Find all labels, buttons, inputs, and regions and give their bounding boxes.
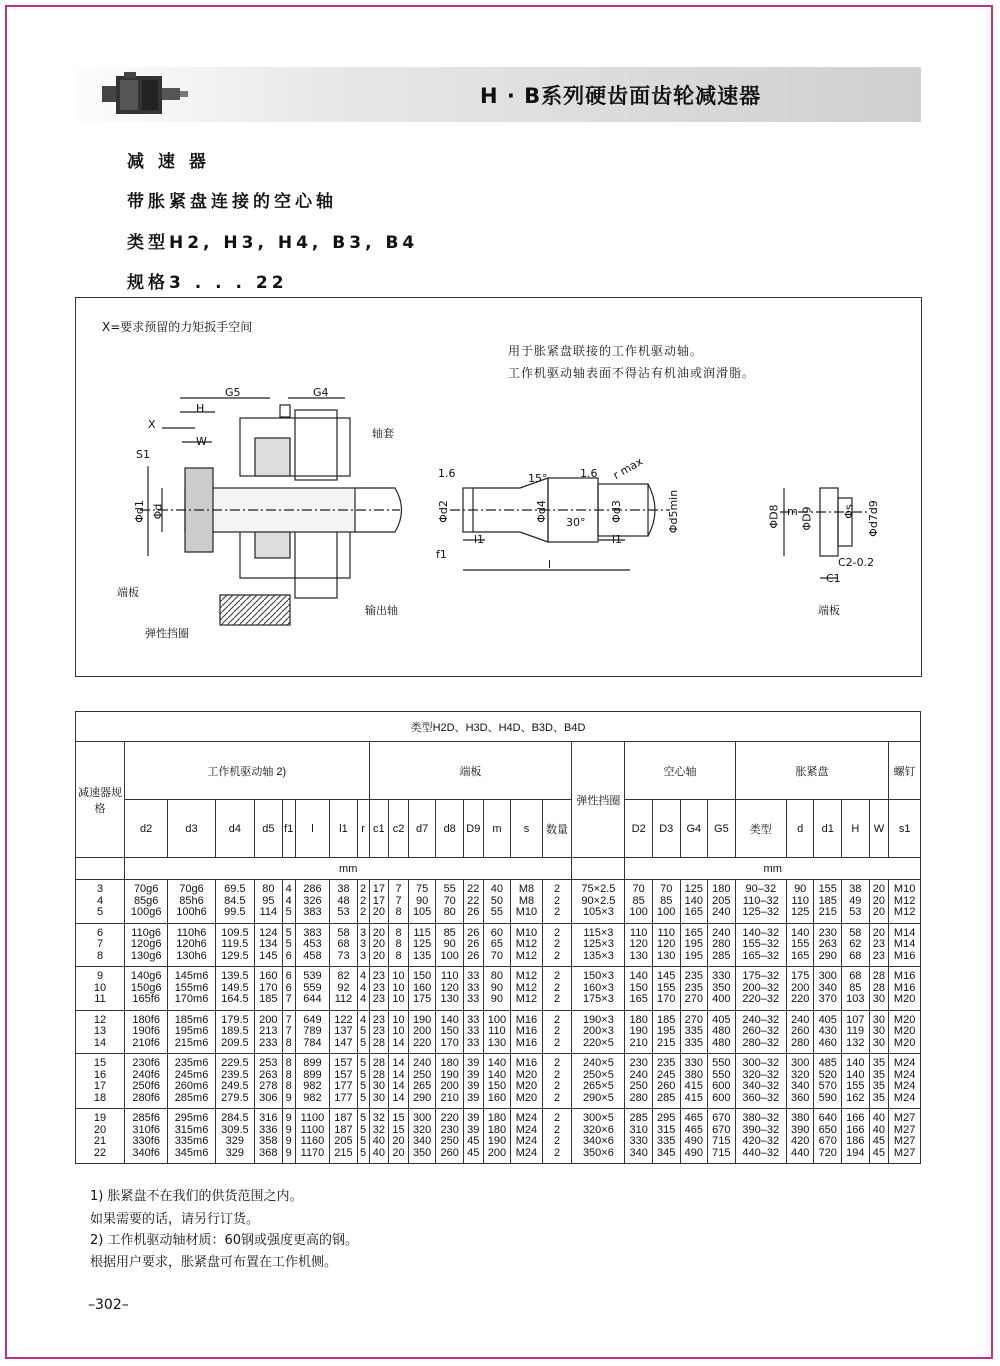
col-r: r	[357, 800, 369, 858]
cell-d1: 485 520 570 590	[814, 1054, 842, 1109]
label-c2: C2-0.2	[838, 556, 875, 569]
cell-d8: 180 190 200 210	[436, 1054, 464, 1109]
label-phi-d: Φd	[151, 503, 165, 520]
cell-d1: 640 650 670 720	[814, 1109, 842, 1164]
cell-f1: 4 4 5	[282, 880, 295, 924]
cell-g4: 270 335 335	[680, 1010, 708, 1054]
cell-d9: 39 39 45 45	[463, 1109, 483, 1164]
cell-s: M16 M20 M20 M20	[511, 1054, 543, 1109]
cell-d8: 85 90 100	[436, 923, 464, 967]
cell-l1: 187 187 205 215	[330, 1109, 358, 1164]
cell-g4: 125 140 165	[680, 880, 708, 924]
label-phi-d8: ΦD8	[767, 504, 781, 529]
cell-d7: 150 160 175	[408, 967, 436, 1011]
col-c1: c1	[369, 800, 389, 858]
cell-g5: 405 480 480	[708, 1010, 736, 1054]
cell-类型: 175–32 200–32 220–32	[735, 967, 786, 1011]
cell-ring: 190×3 200×3 220×5	[572, 1010, 625, 1054]
cell-w: 30 30 30	[869, 1010, 889, 1054]
col-g5: G5	[708, 800, 736, 858]
col-g4: G4	[680, 800, 708, 858]
cell-s1: M14 M14 M16	[889, 923, 921, 967]
heading-4: 规格3 . . . 22	[127, 273, 288, 293]
cell-d: 240 260 280	[786, 1010, 814, 1054]
cell-l1: 122 137 147	[330, 1010, 358, 1054]
cell-d9: 33 33 33	[463, 967, 483, 1011]
cell-l1: 82 92 112	[330, 967, 358, 1011]
cell-d7: 300 320 340 350	[408, 1109, 436, 1164]
row-size: 15 16 17 18	[76, 1054, 125, 1109]
cell-w: 20 23 23	[869, 923, 889, 967]
heading-1: 减 速 器	[127, 152, 210, 172]
col-类型: 类型	[735, 800, 786, 858]
cell-l: 1100 1100 1160 1170	[295, 1109, 329, 1164]
cell-w: 35 35 35 35	[869, 1054, 889, 1109]
cell-d3: 235 245 260 285	[652, 1054, 680, 1109]
cell-d2: 110 120 130	[625, 923, 653, 967]
cell-ring: 300×5 320×6 340×6 350×6	[572, 1109, 625, 1164]
col-d3: d3	[168, 800, 215, 858]
cell-g5: 670 670 715 715	[708, 1109, 736, 1164]
col-d2: d2	[125, 800, 168, 858]
cell-ring: 115×3 125×3 135×3	[572, 923, 625, 967]
cell-d5: 200 213 233	[255, 1010, 283, 1054]
cell-d1: 230 263 290	[814, 923, 842, 967]
cell-d4: 139.5 149.5 164.5	[215, 967, 254, 1011]
cell-s: M10 M12 M12	[511, 923, 543, 967]
cell-r: 2 2 2	[357, 880, 369, 924]
page-title: H · B系列硬齿面齿轮减速器	[480, 84, 762, 108]
cell-s: M16 M16 M16	[511, 1010, 543, 1054]
label-x: X	[148, 418, 156, 431]
col-w: W	[869, 800, 889, 858]
cell-d: 175 200 220	[786, 967, 814, 1011]
col-l1: l1	[330, 800, 358, 858]
footnote-1: 1) 胀紧盘不在我们的供货范围之内。	[90, 1189, 303, 1204]
label-g5: G5	[225, 386, 241, 399]
label-30deg: 30°	[566, 516, 586, 529]
table-row	[76, 967, 921, 1011]
cell-d5: 316 336 358 368	[255, 1109, 283, 1164]
col-m: m	[483, 800, 511, 858]
cell-d2: 180 190 210	[625, 1010, 653, 1054]
cell-d4: 109.5 119.5 129.5	[215, 923, 254, 967]
cell-g5: 180 205 240	[708, 880, 736, 924]
label-m: m	[787, 505, 798, 518]
cell-d2: 110g6 120g6 130g6	[125, 923, 168, 967]
label-l: l	[548, 558, 552, 571]
cell-数量: 2 2 2 2	[542, 1054, 572, 1109]
cell-d1: 405 430 460	[814, 1010, 842, 1054]
label-g4: G4	[313, 386, 329, 399]
cell-h: 68 85 103	[842, 967, 870, 1011]
footnote-2b: 根据用户要求，胀紧盘可布置在工作机侧。	[90, 1255, 338, 1270]
group-end-plate: 端板	[369, 742, 572, 800]
footnote-2: 2) 工作机驱动轴材质：60钢或强度更高的钢。	[90, 1233, 359, 1248]
cell-d: 300 320 340 360	[786, 1054, 814, 1109]
cell-r: 5 5 5 5	[357, 1054, 369, 1109]
cell-g5: 240 280 285	[708, 923, 736, 967]
cell-h: 166 166 186 194	[842, 1109, 870, 1164]
cell-c1: 23 23 28	[369, 1010, 389, 1054]
col-d9: D9	[463, 800, 483, 858]
cell-d9: 22 22 26	[463, 880, 483, 924]
cell-d7: 240 250 265 290	[408, 1054, 436, 1109]
cell-d: 380 390 420 440	[786, 1109, 814, 1164]
col-f1: f1	[282, 800, 295, 858]
cell-d7: 190 200 220	[408, 1010, 436, 1054]
cell-d3: 70g6 85h6 100h6	[168, 880, 215, 924]
note-shaft-1: 用于胀紧盘联接的工作机驱动轴。	[508, 344, 704, 358]
group-hollow: 空心轴	[625, 742, 735, 800]
cell-ring: 150×3 160×3 175×3	[572, 967, 625, 1011]
label-rmax: r max	[610, 454, 646, 483]
cell-r: 4 4 4	[357, 967, 369, 1011]
col-c2: c2	[389, 800, 409, 858]
row-size: 12 13 14	[76, 1010, 125, 1054]
unit-mm-1: mm	[125, 858, 572, 880]
cell-类型: 90–32 110–32 125–32	[735, 880, 786, 924]
cell-d8: 55 70 80	[436, 880, 464, 924]
cell-s1: M27 M27 M27 M27	[889, 1109, 921, 1164]
cell-d4: 69.5 84.5 99.5	[215, 880, 254, 924]
col-l: l	[295, 800, 329, 858]
cell-h: 140 140 155 162	[842, 1054, 870, 1109]
table-row	[76, 1109, 921, 1164]
cell-d2: 285f6 310f6 330f6 340f6	[125, 1109, 168, 1164]
col-d8: d8	[436, 800, 464, 858]
cell-d2: 70 85 100	[625, 880, 653, 924]
cell-f1: 8 8 8 9	[282, 1054, 295, 1109]
group-drive-shaft: 工作机驱动轴 2)	[125, 742, 370, 800]
cell-d2: 230f6 240f6 250f6 280f6	[125, 1054, 168, 1109]
cell-s1: M16 M16 M20	[889, 967, 921, 1011]
cell-d9: 39 39 39 39	[463, 1054, 483, 1109]
cell-s1: M10 M12 M12	[889, 880, 921, 924]
cell-d2: 180f6 190f6 210f6	[125, 1010, 168, 1054]
label-c1: C1	[826, 572, 841, 585]
cell-d9: 26 26 26	[463, 923, 483, 967]
cell-c2: 10 10 10	[389, 967, 409, 1011]
label-w: W	[196, 435, 207, 448]
label-h: H	[196, 402, 205, 415]
col-h: H	[842, 800, 870, 858]
footnote-1b: 如果需要的话，请另行订货。	[90, 1212, 260, 1227]
cell-l: 383 453 458	[295, 923, 329, 967]
cell-d3: 110 120 130	[652, 923, 680, 967]
cell-g5: 550 550 600 600	[708, 1054, 736, 1109]
group-ring: 弹性挡圈	[572, 742, 625, 858]
cell-数量: 2 2 2	[542, 967, 572, 1011]
label-l1-b: l1	[612, 533, 623, 546]
row-size: 19 20 21 22	[76, 1109, 125, 1164]
cell-d5: 124 134 145	[255, 923, 283, 967]
col-d3: D3	[652, 800, 680, 858]
cell-l1: 58 68 73	[330, 923, 358, 967]
cell-g4: 330 380 415 415	[680, 1054, 708, 1109]
cell-m: 40 50 55	[483, 880, 511, 924]
label-r16-b: 1.6	[580, 467, 598, 480]
heading-2: 带胀紧盘连接的空心轴	[127, 192, 337, 212]
cell-d8: 220 230 250 260	[436, 1109, 464, 1164]
cell-d3: 185 195 215	[652, 1010, 680, 1054]
label-sleeve: 轴套	[372, 427, 394, 440]
col-d2: D2	[625, 800, 653, 858]
cell-g5: 330 350 400	[708, 967, 736, 1011]
cell-s: M24 M24 M24 M24	[511, 1109, 543, 1164]
cell-m: 100 110 130	[483, 1010, 511, 1054]
label-phi-d7: Φd7d9	[866, 500, 880, 537]
cell-c2: 14 14 14 14	[389, 1054, 409, 1109]
cell-s: M12 M12 M12	[511, 967, 543, 1011]
group-screw: 螺钉	[889, 742, 921, 800]
cell-d4: 284.5 309.5 329 329	[215, 1109, 254, 1164]
label-f1: f1	[436, 548, 447, 561]
cell-f1: 5 5 6	[282, 923, 295, 967]
label-s1: S1	[136, 448, 150, 461]
row-size: 6 7 8	[76, 923, 125, 967]
cell-g4: 465 465 490 490	[680, 1109, 708, 1164]
cell-m: 140 140 150 160	[483, 1054, 511, 1109]
cell-s: M8 M8 M10	[511, 880, 543, 924]
table-row	[76, 1010, 921, 1054]
row-size: 9 10 11	[76, 967, 125, 1011]
cell-l: 286 326 383	[295, 880, 329, 924]
cell-c1: 17 17 20	[369, 880, 389, 924]
cell-数量: 2 2 2	[542, 923, 572, 967]
cell-l1: 157 157 177 177	[330, 1054, 358, 1109]
cell-d5: 160 170 185	[255, 967, 283, 1011]
cell-r: 3 3 3	[357, 923, 369, 967]
cell-ring: 240×5 250×5 265×5 290×5	[572, 1054, 625, 1109]
cell-d3: 185m6 195m6 215m6	[168, 1010, 215, 1054]
cell-d5: 80 95 114	[255, 880, 283, 924]
cell-d7: 115 125 135	[408, 923, 436, 967]
cell-w: 20 20 20	[869, 880, 889, 924]
cell-d4: 179.5 189.5 209.5	[215, 1010, 254, 1054]
label-15deg: 15°	[528, 472, 548, 485]
note-shaft-2: 工作机驱动轴表面不得沾有机油或润滑脂。	[508, 366, 756, 380]
cell-r: 4 5 5	[357, 1010, 369, 1054]
cell-d9: 33 33 33	[463, 1010, 483, 1054]
cell-d3: 145m6 155m6 170m6	[168, 967, 215, 1011]
cell-c1: 28 28 30 30	[369, 1054, 389, 1109]
label-phi-s: Φs	[842, 504, 856, 519]
label-phi-d4: Φd4	[534, 500, 548, 523]
cell-g4: 235 235 270	[680, 967, 708, 1011]
cell-d3: 145 155 170	[652, 967, 680, 1011]
cell-l1: 38 48 53	[330, 880, 358, 924]
cell-w: 28 28 30	[869, 967, 889, 1011]
cell-w: 40 40 45 45	[869, 1109, 889, 1164]
row-size: 3 4 5	[76, 880, 125, 924]
cell-d1: 300 340 370	[814, 967, 842, 1011]
cell-数量: 2 2 2	[542, 880, 572, 924]
table-row	[76, 880, 921, 924]
cell-d3: 235m6 245m6 260m6 285m6	[168, 1054, 215, 1109]
cell-d2: 70g6 85g6 100g6	[125, 880, 168, 924]
cell-c2: 10 10 14	[389, 1010, 409, 1054]
cell-数量: 2 2 2 2	[542, 1109, 572, 1164]
heading-3: 类型H2, H3, H4, B3, B4	[127, 233, 419, 253]
table-title: 类型H2D、H3D、H4D、B3D、B4D	[76, 712, 921, 742]
label-phi-d1: Φd1	[132, 500, 146, 523]
cell-c2: 7 7 8	[389, 880, 409, 924]
cell-类型: 380–32 390–32 420–32 440–32	[735, 1109, 786, 1164]
cell-c1: 23 23 23	[369, 967, 389, 1011]
cell-d1: 155 185 215	[814, 880, 842, 924]
cell-d2: 230 240 250 280	[625, 1054, 653, 1109]
cell-d3: 110h6 120h6 130h6	[168, 923, 215, 967]
col-d5: d5	[255, 800, 283, 858]
cell-d2: 140g6 150g6 165f6	[125, 967, 168, 1011]
col-s1: s1	[889, 800, 921, 858]
label-phi-d5: Φd5min	[667, 489, 681, 534]
cell-s1: M20 M20 M20	[889, 1010, 921, 1054]
cell-l: 649 789 784	[295, 1010, 329, 1054]
group-disc: 胀紧盘	[735, 742, 889, 800]
cell-d3: 295 315 335 345	[652, 1109, 680, 1164]
cell-d: 140 155 165	[786, 923, 814, 967]
table-row	[76, 923, 921, 967]
col-d4: d4	[215, 800, 254, 858]
unit-mm-2: mm	[625, 858, 921, 880]
cell-d8: 140 150 170	[436, 1010, 464, 1054]
cell-l: 899 899 982 982	[295, 1054, 329, 1109]
cell-类型: 140–32 155–32 165–32	[735, 923, 786, 967]
label-l1-a: l1	[474, 533, 485, 546]
cell-h: 58 62 68	[842, 923, 870, 967]
cell-ring: 75×2.5 90×2.5 105×3	[572, 880, 625, 924]
col-s: s	[511, 800, 543, 858]
col-size: 减速器规格	[76, 742, 125, 858]
cell-c2: 15 15 20 20	[389, 1109, 409, 1164]
cell-d8: 110 120 130	[436, 967, 464, 1011]
spec-table	[75, 711, 921, 1164]
cell-d3: 295m6 315m6 335m6 345m6	[168, 1109, 215, 1164]
label-end-plate: 端板	[117, 586, 139, 599]
col-数量: 数量	[542, 800, 572, 858]
cell-h: 107 119 132	[842, 1010, 870, 1054]
cell-f1: 7 7 8	[282, 1010, 295, 1054]
cell-d2: 285 310 330 340	[625, 1109, 653, 1164]
page-number: –302–	[88, 1297, 129, 1313]
cell-h: 38 49 53	[842, 880, 870, 924]
cell-d5: 253 263 278 306	[255, 1054, 283, 1109]
col-d7: d7	[408, 800, 436, 858]
cell-m: 180 180 190 200	[483, 1109, 511, 1164]
cell-r: 5 5 5 5	[357, 1109, 369, 1164]
label-phi-d9: ΦD9	[800, 506, 814, 531]
cell-d3: 70 85 100	[652, 880, 680, 924]
cell-类型: 240–32 260–32 280–32	[735, 1010, 786, 1054]
cell-数量: 2 2 2	[542, 1010, 572, 1054]
cell-f1: 6 6 7	[282, 967, 295, 1011]
cell-d7: 75 90 105	[408, 880, 436, 924]
label-r16-a: 1.6	[438, 467, 456, 480]
cell-d4: 229.5 239.5 249.5 279.5	[215, 1054, 254, 1109]
label-elastic-ring: 弹性挡圈	[145, 627, 189, 640]
label-end-plate-2: 端板	[818, 604, 840, 617]
cell-c1: 20 20 20	[369, 923, 389, 967]
cell-l: 539 559 644	[295, 967, 329, 1011]
cell-类型: 300–32 320–32 340–32 360–32	[735, 1054, 786, 1109]
cell-s1: M24 M24 M24 M24	[889, 1054, 921, 1109]
label-phi-d3: Φd3	[609, 500, 623, 523]
cell-c1: 32 32 40 40	[369, 1109, 389, 1164]
note-x-space: X=要求预留的力矩扳手空间	[102, 320, 253, 334]
label-phi-d2: Φd2	[436, 500, 450, 523]
cell-d: 90 110 125	[786, 880, 814, 924]
cell-d2: 140 150 165	[625, 967, 653, 1011]
cell-c2: 8 8 8	[389, 923, 409, 967]
col-d: d	[786, 800, 814, 858]
cell-m: 80 90 90	[483, 967, 511, 1011]
table-row	[76, 1054, 921, 1109]
cell-m: 60 65 70	[483, 923, 511, 967]
col-d1: d1	[814, 800, 842, 858]
label-output-shaft: 输出轴	[365, 604, 398, 617]
cell-f1: 9 9 9 9	[282, 1109, 295, 1164]
cell-g4: 165 195 195	[680, 923, 708, 967]
